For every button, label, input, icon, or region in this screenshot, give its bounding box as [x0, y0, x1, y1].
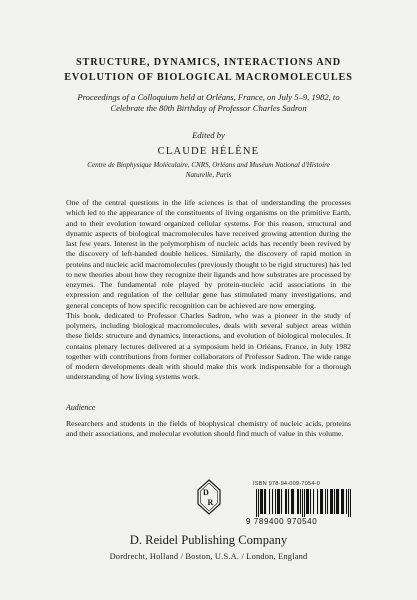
- barcode-bar: [346, 489, 347, 514]
- barcode-bar: [265, 489, 266, 514]
- title-line-2: EVOLUTION OF BIOLOGICAL MACROMOLECULES: [64, 72, 353, 83]
- barcode-bar: [313, 489, 314, 514]
- barcode-bar: [338, 489, 339, 514]
- description-paragraph-1: One of the central questions in the life sciences is that of understanding the processes which led to the appearance of the constituents of living organisms on the primitive Earth, and to their evolution toward organized cellular systems. For this reason, structural and dynamic aspects of biological macromolecules have received growing attention during the last few years. Interest in the polymorphism of nucleic acids has recently been revived by the discovery of left-handed double helices. Similarly, the discovery of rapid motion in proteins and nucleic acid macromolecules (previously thought to be rigid structures) has led to new theories about how they recognize their ligands and how substrates are processed by enzymes. The fundamental role played by protein-nucleic acid associations in the expression and regulation of the cellular gene has stimulated many investigations, and general concepts of how specific recognition can be achieved are now emerging.: [66, 198, 351, 310]
- publisher-logo-icon: [196, 479, 222, 515]
- title-line-1: STRUCTURE, DYNAMICS, INTERACTIONS AND: [75, 57, 342, 68]
- barcode-bar: [269, 489, 270, 514]
- barcode-bar: [331, 489, 332, 514]
- barcode-bar: [307, 489, 308, 514]
- isbn-number: ISBN 978-94-009-7054-0: [253, 481, 320, 487]
- barcode-bar: [256, 489, 257, 517]
- barcode-bar: [277, 489, 278, 514]
- barcode-bar: [272, 489, 273, 514]
- subtitle-line-2: Celebrate the 80th Birthday of Professor Charles Sadron: [110, 103, 307, 113]
- audience-heading: Audience: [66, 403, 96, 412]
- barcode-bar: [286, 489, 287, 514]
- barcode-bar: [306, 489, 307, 514]
- editor-name: CLAUDE HÉLÈNE: [157, 146, 260, 157]
- barcode-bar: [330, 489, 331, 514]
- barcode-bar: [327, 489, 328, 514]
- barcode-bar: [275, 489, 276, 514]
- publisher-name: D. Reidel Publishing Company: [129, 533, 288, 547]
- barcode-bar: [279, 489, 280, 514]
- barcode-bar: [302, 489, 303, 517]
- barcode-bar: [297, 489, 298, 514]
- barcode-bar: [341, 489, 342, 514]
- book-description: [66, 198, 351, 383]
- barcode-bar: [291, 489, 292, 514]
- barcode-bar: [322, 489, 323, 514]
- barcode-bar: [260, 489, 261, 514]
- editor-affiliation: [70, 161, 347, 180]
- barcode-bar: [278, 489, 279, 514]
- barcode-bar: [350, 489, 351, 517]
- barcode-bar: [288, 489, 289, 514]
- affiliation-line-2: Naturelle, Paris: [185, 170, 232, 179]
- barcode-bar: [298, 489, 299, 514]
- subtitle-line-1: Proceedings of a Colloquium held at Orléans, France, on July 5–9, 1982, to: [77, 92, 340, 102]
- edited-by-label: Edited by: [192, 130, 225, 140]
- publisher-cities: Dordrecht, Holland / Boston, U.S.A. / London, England: [109, 552, 308, 561]
- barcode-bar: [337, 489, 338, 514]
- barcode-bar: [262, 489, 263, 514]
- affiliation-line-1: Centre de Biophysique Moléculaire, CNRS, Orléans and Muséum National d'Histoire: [87, 161, 330, 169]
- barcode-bar: [317, 489, 318, 514]
- barcode-bar: [321, 489, 322, 514]
- barcode-bar: [325, 489, 326, 514]
- barcode-bar: [261, 489, 262, 514]
- barcode-icon: [256, 489, 351, 517]
- description-paragraph-2: This book, dedicated to Professor Charles Sadron, who was a pioneer in the study of polymers, including biological macromolecules, deals with several subject areas within these fields: structure and dynamics, interactions, and evolution of biological molecules. It contains plenary lectures delivered at a symposium held in Orléans, France, in July 1982 together with contributions from former collaborators of Professor Sadron. The wide range of modern developments dealt with should make this work indispensable for a thorough understanding of how living systems work.: [66, 310, 351, 382]
- barcode-bar: [300, 489, 301, 514]
- barcode-bar: [293, 489, 294, 514]
- barcode-bar: [292, 489, 293, 514]
- barcode-bar: [332, 489, 333, 514]
- svg-text:D: D: [203, 488, 209, 497]
- barcode-bar: [320, 489, 321, 514]
- audience-text: Researchers and students in the fields of biophysical chemistry of nucleic acids, proteins and their associations, and molecular evolution should find much of value in this volume.: [66, 419, 351, 439]
- barcode-bar: [258, 489, 259, 517]
- barcode-bar: [281, 489, 282, 514]
- book-title: [40, 55, 377, 85]
- barcode-bar: [334, 489, 335, 514]
- proceedings-subtitle: [50, 92, 367, 114]
- barcode-bar: [285, 489, 286, 514]
- barcode-bar: [343, 489, 344, 514]
- barcode-bar: [336, 489, 337, 514]
- barcode-bar: [310, 489, 311, 514]
- barcode-bar: [308, 489, 309, 514]
- barcode-bar: [348, 489, 349, 517]
- barcode-bar: [304, 489, 305, 517]
- svg-text:R: R: [207, 498, 214, 507]
- barcode-digits: 9 789400 970540: [246, 517, 318, 526]
- barcode-bar: [342, 489, 343, 514]
- barcode-bar: [264, 489, 265, 514]
